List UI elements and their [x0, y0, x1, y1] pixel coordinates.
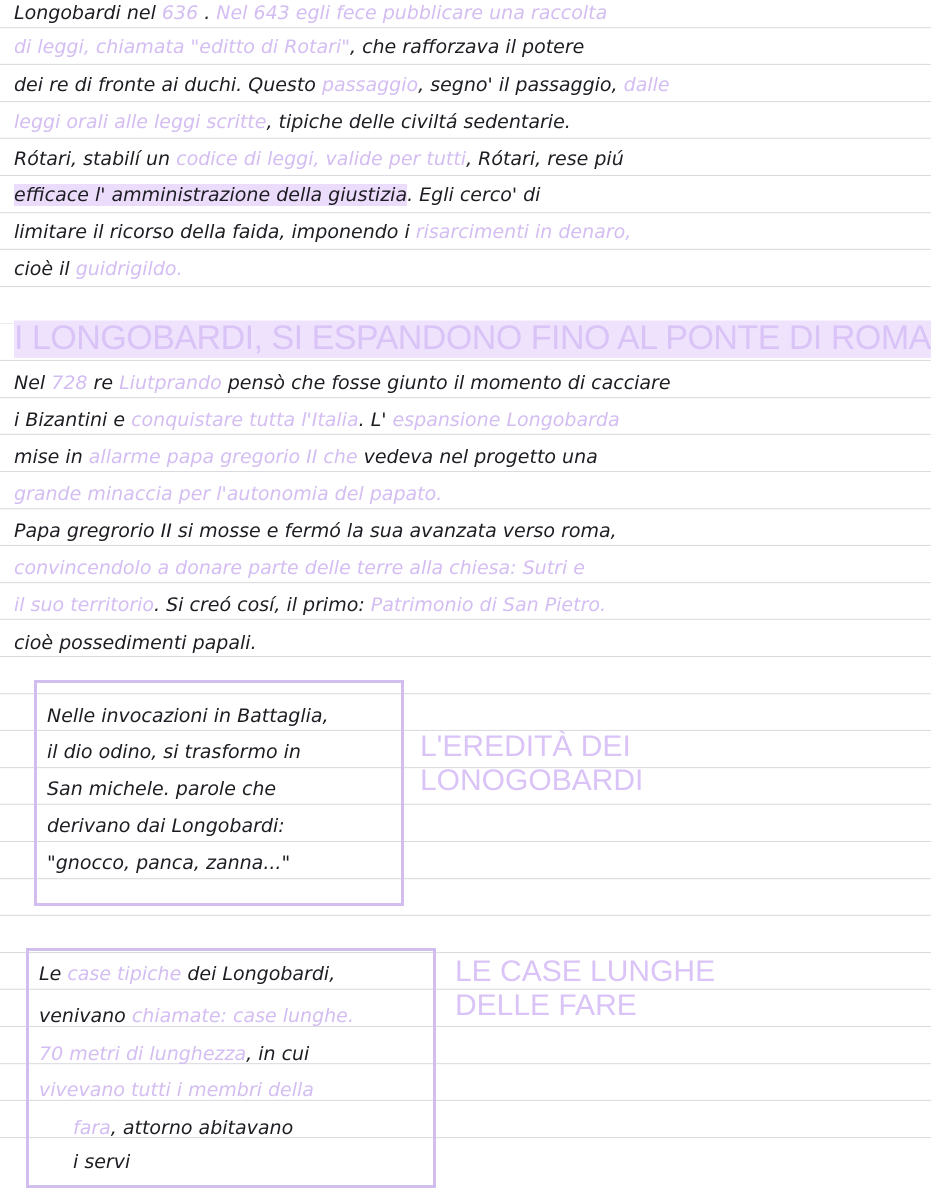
side-heading-inheritance	[420, 730, 643, 798]
p2-line4	[14, 481, 442, 507]
text: vedeva nel progetto una	[357, 446, 598, 468]
box2-line6	[73, 1149, 130, 1175]
text: Le	[39, 963, 68, 985]
box1-line1: Nelle invocazioni in Battaglia,	[47, 705, 329, 727]
highlight-text: vivevano tutti i membri della	[39, 1079, 314, 1101]
text: pensò che fosse giunto il momento di cacciare	[221, 372, 671, 394]
text: , attorno abitavano	[110, 1117, 294, 1139]
box2-line3	[39, 1041, 309, 1067]
p2-line6	[14, 555, 585, 581]
marked-text: efficace l' amministrazione della giustizia	[14, 184, 408, 206]
highlight-text: grande minaccia per l'autonomia del papato.	[14, 483, 443, 505]
highlight-text: il suo territorio	[14, 594, 155, 616]
heading-line: L'EREDITÀ DEI	[420, 730, 631, 763]
p1-line3	[14, 72, 670, 98]
highlight-text: conquistare tutta l'Italia	[131, 409, 359, 431]
text: i Bizantini e	[14, 409, 132, 431]
text: , tipiche delle civiltá sedentarie.	[266, 111, 571, 133]
p1-line2	[14, 34, 584, 60]
text: Rótari, stabilí un	[14, 148, 177, 170]
text: , segno' il passaggio,	[418, 74, 624, 96]
highlight-text: convincendolo a donare parte delle terre alla chiesa: Sutri e	[14, 557, 585, 579]
text: dei Longobardi,	[181, 963, 336, 985]
text: cioè possedimenti papali.	[14, 632, 257, 654]
text: Papa gregrorio II si mosse e fermó la sua avanzata verso roma,	[14, 520, 617, 542]
highlight-text: 728	[51, 372, 88, 394]
heading-line: LONOGOBARDI	[420, 764, 644, 797]
note-box-long-houses	[26, 948, 436, 1188]
p1-line6	[14, 182, 540, 208]
highlight-text: Liutprando	[119, 372, 222, 394]
text: Longobardi nel	[14, 2, 162, 24]
heading-line: DELLE FARE	[455, 989, 637, 1022]
text: , che rafforzava il potere	[349, 36, 585, 58]
text: venivano	[39, 1005, 132, 1027]
text: . Egli cerco' di	[407, 184, 541, 206]
p2-line8	[14, 630, 257, 656]
p2-line7	[14, 592, 606, 618]
text: re	[87, 372, 120, 394]
highlight-text: codice di leggi, valide per tutti	[176, 148, 467, 170]
p1-line5	[14, 146, 624, 172]
box1-line5: "gnocco, panca, zanna..."	[47, 852, 291, 874]
heading-line: LE CASE LUNGHE	[455, 955, 716, 988]
highlight-text: espansione Longobarda	[392, 409, 620, 431]
highlight-text: guidrigildo.	[75, 258, 183, 280]
p1-line4	[14, 109, 571, 135]
section-heading: I LONGOBARDI, SI ESPANDONO FINO AL PONTE DI ROMA	[14, 316, 931, 360]
text: dei re di fronte ai duchi. Questo	[14, 74, 322, 96]
text: . L'	[358, 409, 393, 431]
box2-line1	[39, 961, 335, 987]
highlight-text: chiamate: case lunghe.	[131, 1005, 354, 1027]
box1-line4: derivano dai Longobardi:	[47, 815, 285, 837]
note-box-inheritance	[34, 680, 404, 906]
text: cioè il	[14, 258, 76, 280]
side-heading-long-houses	[455, 955, 715, 1023]
highlight-text: dalle	[623, 74, 670, 96]
highlight-text: 636	[161, 2, 199, 24]
p2-line3	[14, 444, 598, 470]
box2-line5	[73, 1115, 293, 1141]
p2-line2	[14, 407, 620, 433]
highlight-text: allarme papa gregorio II che	[88, 446, 358, 468]
text: Nel	[14, 372, 52, 394]
highlight-text: passaggio	[321, 74, 419, 96]
highlight-text: di leggi, chiamata "editto di Rotari"	[14, 36, 350, 58]
highlight-text: leggi orali alle leggi scritte	[14, 111, 267, 133]
box1-line3: San michele. parole che	[47, 778, 277, 800]
highlight-text: risarcimenti in denaro,	[415, 221, 632, 243]
text: , Rótari, rese piú	[466, 148, 624, 170]
box2-line2	[39, 1003, 354, 1029]
text: limitare il ricorso della faida, imponendo i	[14, 221, 416, 243]
text: mise in	[14, 446, 89, 468]
highlight-text: 70 metri di lunghezza	[39, 1043, 247, 1065]
highlight-text: Patrimonio di San Pietro.	[370, 594, 607, 616]
text: . Si creó cosí, il primo:	[154, 594, 371, 616]
text: , in cui	[246, 1043, 310, 1065]
p1-line8	[14, 256, 183, 282]
p1-line1	[14, 0, 607, 26]
highlight-text: Nel 643 egli fece pubblicare una raccolta	[216, 2, 608, 24]
text: i servi	[73, 1151, 131, 1173]
box1-line2: il dio odino, si trasformo in	[47, 741, 301, 763]
p1-line7	[14, 219, 631, 245]
box2-line4	[39, 1077, 314, 1103]
highlight-text: fara	[73, 1117, 111, 1139]
text: .	[198, 2, 217, 24]
p2-line1	[14, 370, 671, 396]
p2-line5	[14, 518, 617, 544]
highlight-text: case tipiche	[67, 963, 182, 985]
